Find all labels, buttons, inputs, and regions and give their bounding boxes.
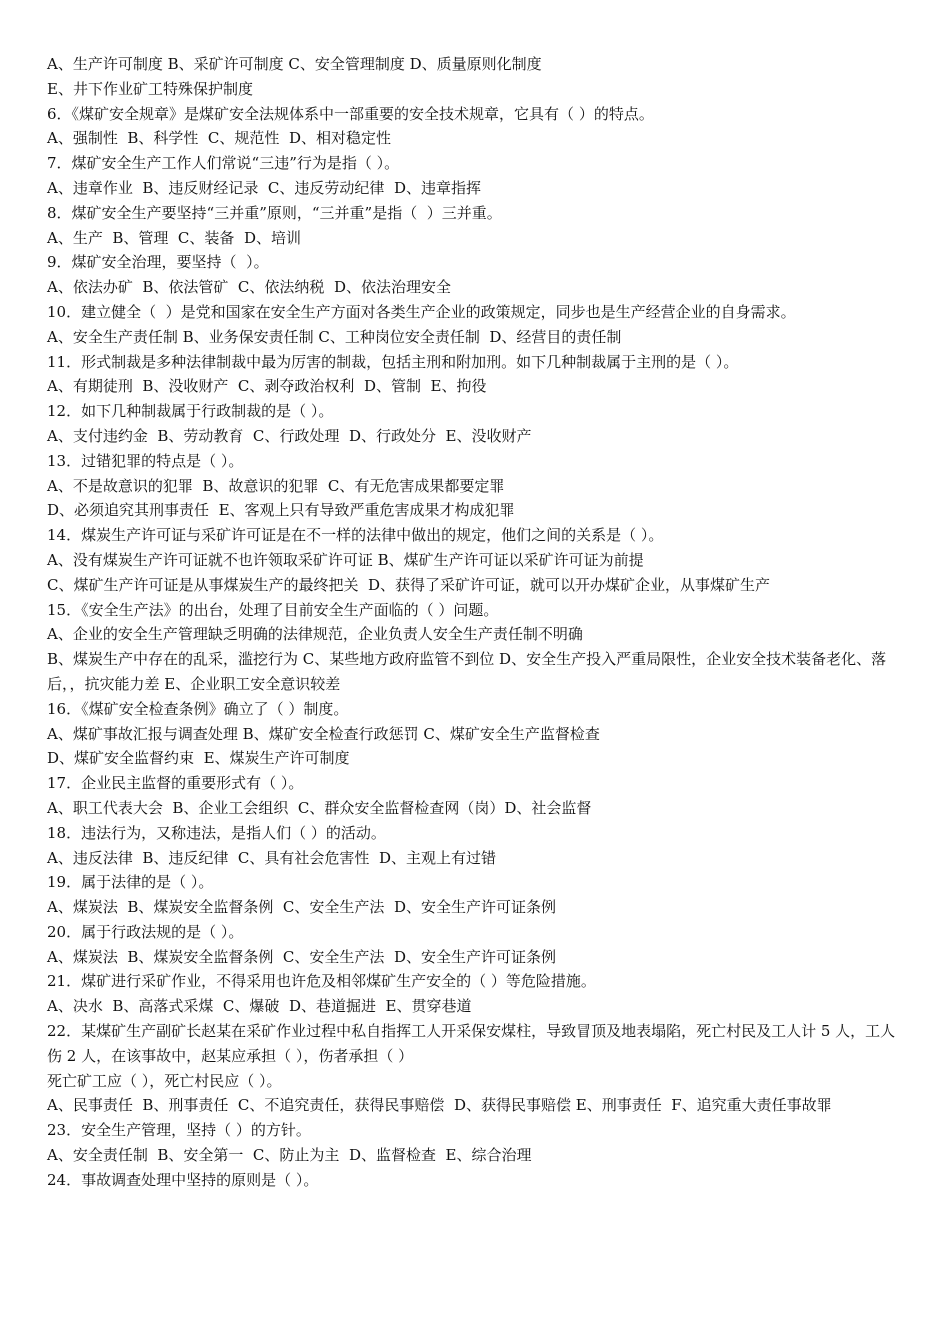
question-line: 11．形式制裁是多种法律制裁中最为厉害的制裁，包括主刑和附加刑。如下几种制裁属于主刑的是（ ）。 — [47, 352, 739, 371]
text-line: E、井下作业矿工特殊保护制度 — [47, 79, 253, 98]
options-line: A、有期徒刑 B、没收财产 C、剥夺政治权利 D、管制 E、拘役 — [47, 377, 487, 396]
options-line: A、没有煤炭生产许可证就不也许领取采矿许可证 B、煤矿生产许可证以采矿许可证为前提 — [47, 550, 644, 569]
question-line: 10．建立健全（ ）是党和国家在安全生产方面对各类生产企业的政策规定，同步也是生产经营企业的自身需求。 — [47, 302, 796, 321]
options-line: A、煤炭法 B、煤炭安全监督条例 C、安全生产法 D、安全生产许可证条例 — [47, 898, 556, 917]
options-line: A、依法办矿 B、依法管矿 C、依法纳税 D、依法治理安全 — [47, 278, 451, 297]
question-line: 15．《安全生产法》的出台，处理了目前安全生产面临的（ ）问题。 — [47, 600, 499, 619]
question-line: 6．《煤矿安全规章》是煤矿安全法规体系中一部重要的安全技术规章，它具有（ ）的特点。 — [47, 104, 654, 123]
options-line: A、煤矿事故汇报与调查处理 B、煤矿安全检查行政惩罚 C、煤矿安全生产监督检查 — [47, 724, 600, 743]
question-line: 19．属于法律的是（ ）。 — [47, 873, 214, 892]
options-line: A、民事责任 B、刑事责任 C、不追究责任，获得民事赔偿 D、获得民事赔偿 E、刑事责任 F、追究重大责任事故罪 — [47, 1096, 832, 1115]
options-line: A、决水 B、高落式采煤 C、爆破 D、巷道掘进 E、贯穿巷道 — [47, 997, 472, 1016]
options-line: C、煤矿生产许可证是从事煤炭生产的最终把关 D、获得了采矿许可证，就可以开办煤矿企业，从事煤矿生产 — [47, 575, 771, 594]
question-line: 7．煤矿安全生产工作人们常说“三违”行为是指（ ）。 — [47, 154, 400, 173]
question-line: 18．违法行为，又称违法，是指人们（ ）的活动。 — [47, 823, 386, 842]
question-line: 21．煤矿进行采矿作业，不得采用也许危及相邻煤矿生产安全的（ ）等危险措施。 — [47, 972, 596, 991]
options-line: A、强制性 B、科学性 C、规范性 D、相对稳定性 — [47, 129, 391, 148]
question-line: 17．企业民主监督的重要形式有（ ）。 — [47, 774, 304, 793]
options-line: A、煤炭法 B、煤炭安全监督条例 C、安全生产法 D、安全生产许可证条例 — [47, 947, 556, 966]
question-line: 13．过错犯罪的特点是（ ）。 — [47, 451, 244, 470]
options-line: A、安全生产责任制 B、业务保安责任制 C、工种岗位安全责任制 D、经营目的责任制 — [47, 327, 622, 346]
question-line: 14．煤炭生产许可证与采矿许可证是在不一样的法律中做出的规定，他们之间的关系是（ ）。 — [47, 526, 664, 545]
question-line: 22．某煤矿生产副矿长赵某在采矿作业过程中私自指挥工人开采保安煤柱，导致冒顶及地表塌陷，死亡村民及工人计 5 人，工人伤 2 人，在该事故中，赵某应承担（ ），伤者承担（ ） — [47, 1022, 896, 1065]
options-line: A、企业的安全生产管理缺乏明确的法律规范，企业负责人安全生产责任制不明确 — [47, 625, 583, 644]
options-line: A、不是故意识的犯罪 B、故意识的犯罪 C、有无危害成果都要定罪 — [47, 476, 505, 495]
question-line: 死亡矿工应（ ），死亡村民应（ ）。 — [47, 1071, 282, 1090]
text-line: A、生产许可制度 B、采矿许可制度 C、安全管理制度 D、质量原则化制度 — [47, 55, 542, 73]
options-line: A、违章作业 B、违反财经记录 C、违反劳动纪律 D、违章指挥 — [47, 178, 481, 197]
options-line: A、违反法律 B、违反纪律 C、具有社会危害性 D、主观上有过错 — [47, 848, 496, 867]
options-line: A、安全责任制 B、安全第一 C、防止为主 D、监督检查 E、综合治理 — [47, 1146, 532, 1165]
options-line: A、生产 B、管理 C、装备 D、培训 — [47, 228, 301, 247]
options-line: B、煤炭生产中存在的乱采，滥挖行为 C、某些地方政府监管不到位 D、安全生产投入严重局限性，企业安全技术装备老化、落后，，抗灾能力差 E、企业职工安全意识较差 — [47, 650, 887, 693]
document-page — [47, 52, 909, 1193]
options-line: D、煤矿安全监督约束 E、煤炭生产许可制度 — [47, 749, 350, 768]
question-line: 16．《煤矿安全检查条例》确立了（ ）制度。 — [47, 699, 349, 718]
question-line: 12．如下几种制裁属于行政制裁的是（ ）。 — [47, 402, 334, 421]
question-line: 20．属于行政法规的是（ ）。 — [47, 922, 244, 941]
options-line: A、职工代表大会 B、企业工会组织 C、群众安全监督检查网（岗）D、社会监督 — [47, 798, 592, 817]
question-line: 8．煤矿安全生产要坚持“三并重”原则，“三并重”是指（ ）三并重。 — [47, 203, 502, 222]
question-line: 23．安全生产管理，坚持（ ）的方针。 — [47, 1121, 311, 1140]
options-line: A、支付违约金 B、劳动教育 C、行政处理 D、行政处分 E、没收财产 — [47, 426, 532, 445]
options-line: D、必须追究其刑事责任 E、客观上只有导致严重危害成果才构成犯罪 — [47, 501, 515, 520]
question-line: 9．煤矿安全治理，要坚持（ ）。 — [47, 253, 269, 272]
question-line: 24．事故调查处理中坚持的原则是（ ）。 — [47, 1170, 319, 1189]
